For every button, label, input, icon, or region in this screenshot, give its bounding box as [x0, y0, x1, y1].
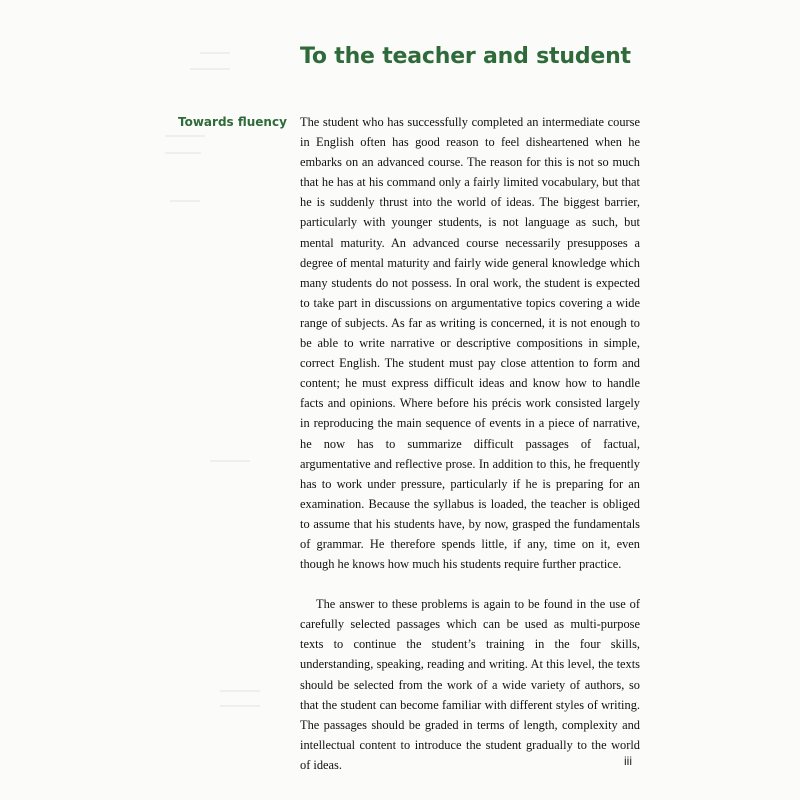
bleed-through-mark	[220, 705, 260, 707]
section-heading: Towards fluency	[178, 115, 287, 129]
bleed-through-mark	[190, 68, 230, 70]
bleed-through-mark	[165, 135, 205, 137]
bleed-through-mark	[210, 460, 250, 462]
bleed-through-mark	[200, 52, 230, 54]
bleed-through-mark	[165, 152, 201, 154]
page-number: iii	[624, 754, 632, 768]
bleed-through-mark	[170, 200, 200, 202]
body-text	[300, 112, 640, 775]
bleed-through-mark	[220, 690, 260, 692]
paragraph-1: The student who has successfully completed an intermediate course in English often has good reason to feel disheartened when he embarks on an advanced course. The reason for this is not so much that he has at his command only a fairly limited vocabulary, but that he is suddenly thrust into the world of ideas. The biggest barrier, particularly with younger students, is not language as such, but mental maturity. An advanced course necessarily presupposes a degree of mental maturity and fairly wide general knowledge which many students do not possess. In oral work, the student is expected to take part in discussions on argumentative topics covering a wide range of subjects. As far as writing is concerned, it is not enough to be able to write narrative or descriptive compositions in simple, correct English. The student must pay close attention to form and content; he must express difficult ideas and know how to handle facts and opinions. Where before his précis work consisted largely in reproducing the main sequence of events in a piece of narrative, he now has to summarize difficult passages of factual, argumentative and reflective prose. In addition to this, he frequently has to work under pressure, particularly if he is preparing for an examination. Because the syllabus is loaded, the teacher is obliged to assume that his students have, by now, grasped the fundamentals of grammar. He therefore spends little, if any, time on it, even though he knows how much his students require further practice.	[300, 115, 640, 572]
page-title: To the teacher and student	[300, 44, 631, 69]
paragraph-2: The answer to these problems is again to be found in the use of carefully selected passages which can be used as multi-purpose texts to continue the student’s training in the four skills, understanding, speaking, reading and writing. At this level, the texts should be selected from the work of a wide variety of authors, so that the student can become familiar with different styles of writing. The passages should be graded in terms of length, complexity and intellectual content to introduce the student gradually to the world of ideas.	[300, 597, 640, 772]
